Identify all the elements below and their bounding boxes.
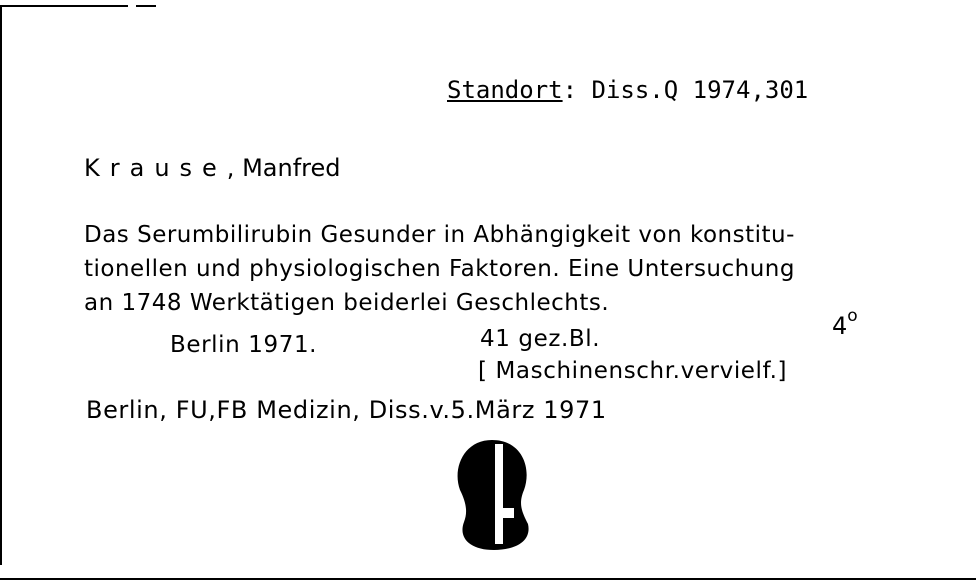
- shelfmark-value: Diss.Q 1974,301: [591, 76, 809, 104]
- top-border-line: [0, 5, 128, 7]
- left-border-line: [0, 5, 2, 565]
- title-line-1: Das Serumbilirubin Gesunder in Abhängigkeit von konstitu-: [84, 222, 795, 248]
- format-sup: o: [847, 306, 858, 326]
- format: [832, 306, 858, 340]
- top-border-dash: [136, 5, 156, 7]
- dissertation-note: Berlin, FU,FB Medizin, Diss.v.5.März 1971: [86, 396, 607, 424]
- title-line-2: tionellen und physiologischen Faktoren. Eine Untersuchung: [84, 256, 795, 282]
- extent: 41 gez.Bl.: [480, 326, 601, 352]
- author-given-name: Manfred: [242, 154, 341, 182]
- bottom-border-line: [0, 578, 976, 580]
- author-sep: ,: [226, 154, 235, 182]
- imprint: Berlin 1971.: [170, 332, 318, 358]
- shelfmark: [447, 76, 808, 104]
- author-heading: [84, 154, 341, 182]
- title-line-3: an 1748 Werktätigen beiderlei Geschlechts.: [84, 290, 610, 316]
- punch-hole-mark: [452, 438, 532, 552]
- format-value: 4: [832, 312, 848, 340]
- physical-note: [ Maschinenschr.vervielf.]: [478, 358, 788, 384]
- author-surname: Krause: [84, 154, 227, 182]
- shelfmark-sep: :: [562, 76, 578, 104]
- shelfmark-label: Standort: [447, 76, 563, 104]
